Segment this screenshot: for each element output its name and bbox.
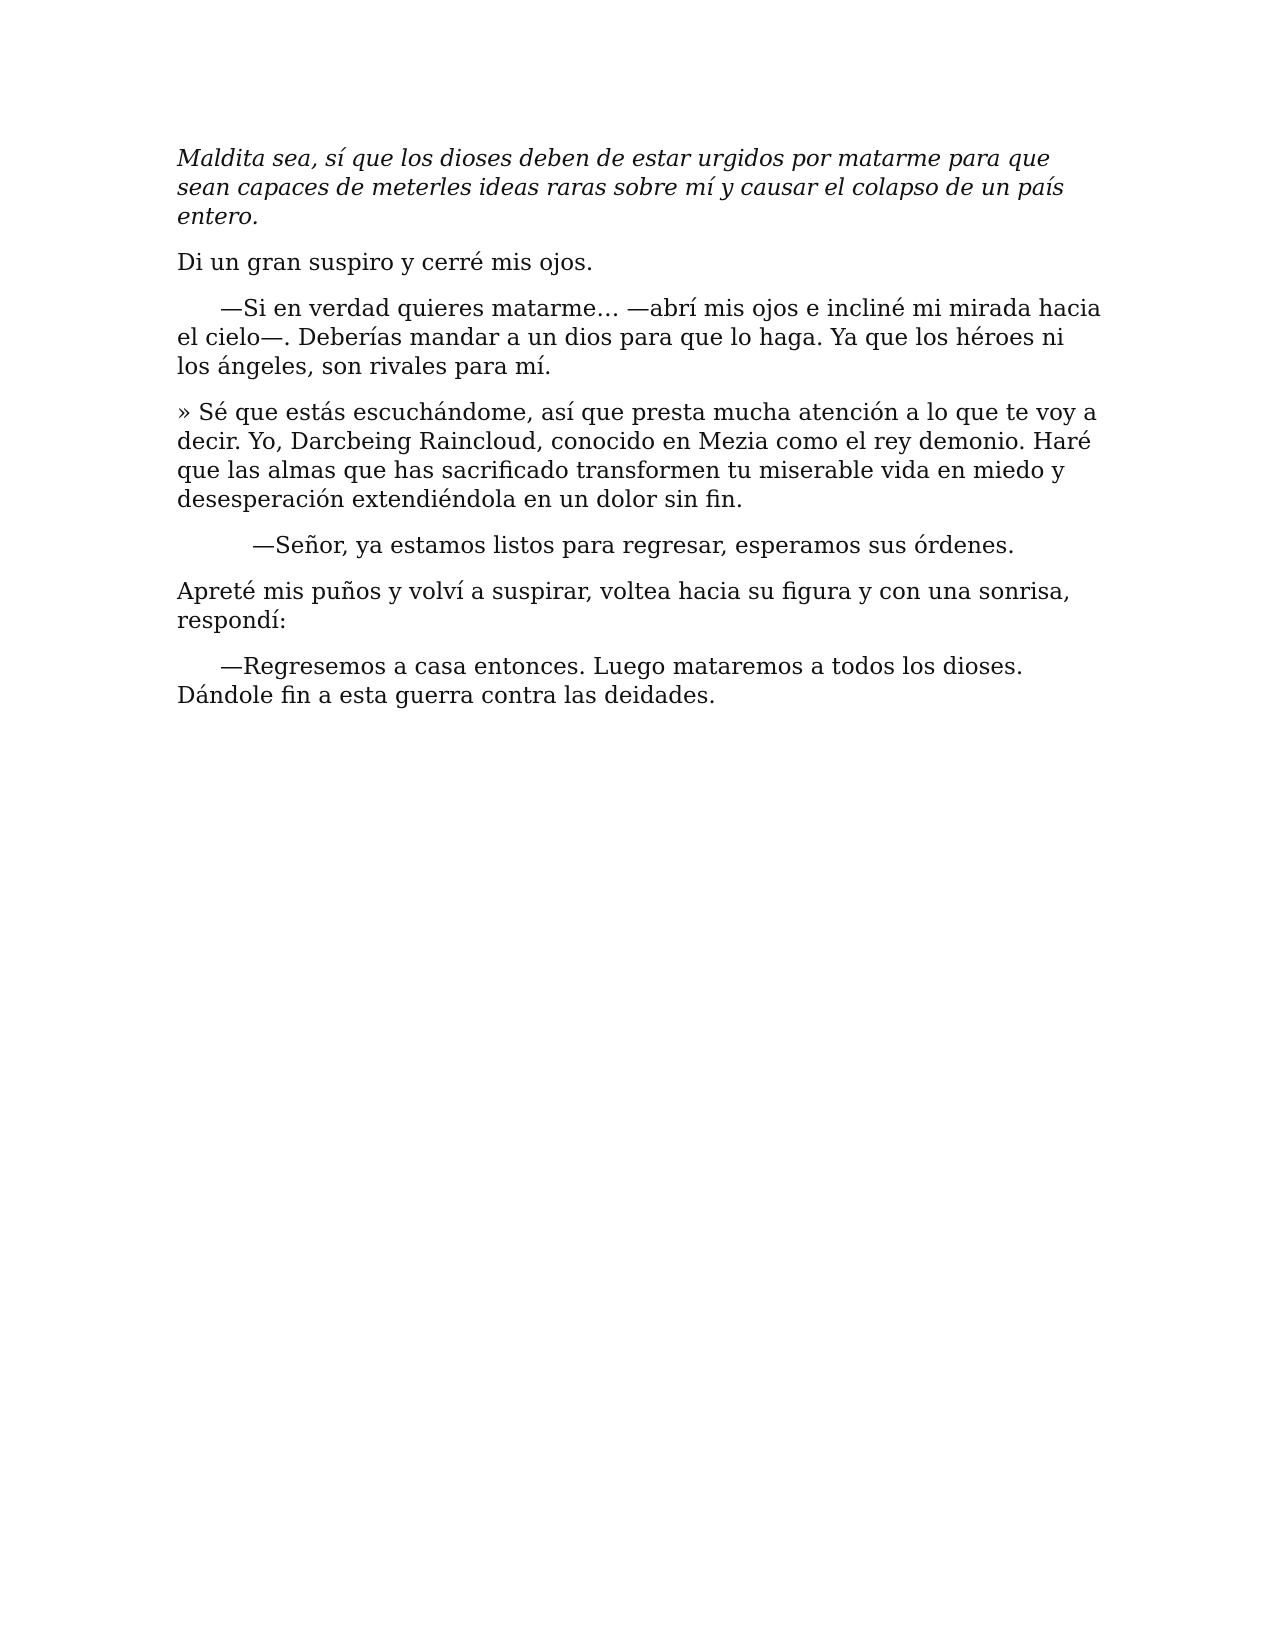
dialogue-paragraph: —Si en verdad quieres matarme… —abrí mis ojos e incliné mi mirada hacia el cielo—. Deberías mandar a un dios para que lo haga. Ya que los héroes ni los ángeles, son rivales para mí. [177, 296, 1101, 380]
dialogue-paragraph: —Señor, ya estamos listos para regresar, esperamos sus órdenes. [252, 533, 1015, 559]
italic-paragraph: Maldita sea, sí que los dioses deben de estar urgidos por matarme para que sean capaces de meterles ideas raras sobre mí y causar el colapso de un país entero. [177, 146, 1064, 230]
document-body [177, 145, 1102, 728]
paragraph: Di un gran suspiro y cerré mis ojos. [177, 250, 594, 276]
dialogue-paragraph: —Regresemos a casa entonces. Luego mataremos a todos los dioses. Dándole fin a esta guerra contra las deidades. [177, 654, 1024, 709]
paragraph: Apreté mis puños y volví a suspirar, voltea hacia su figura y con una sonrisa, respondí: [177, 579, 1071, 634]
quote-continuation-paragraph: » Sé que estás escuchándome, así que presta mucha atención a lo que te voy a decir. Yo, Darcbeing Raincloud, conocido en Mezia como el rey demonio. Haré que las almas que has sacrificado transformen tu miserable vida en miedo y desesperación extendiéndola en un dolor sin fin. [177, 400, 1097, 513]
